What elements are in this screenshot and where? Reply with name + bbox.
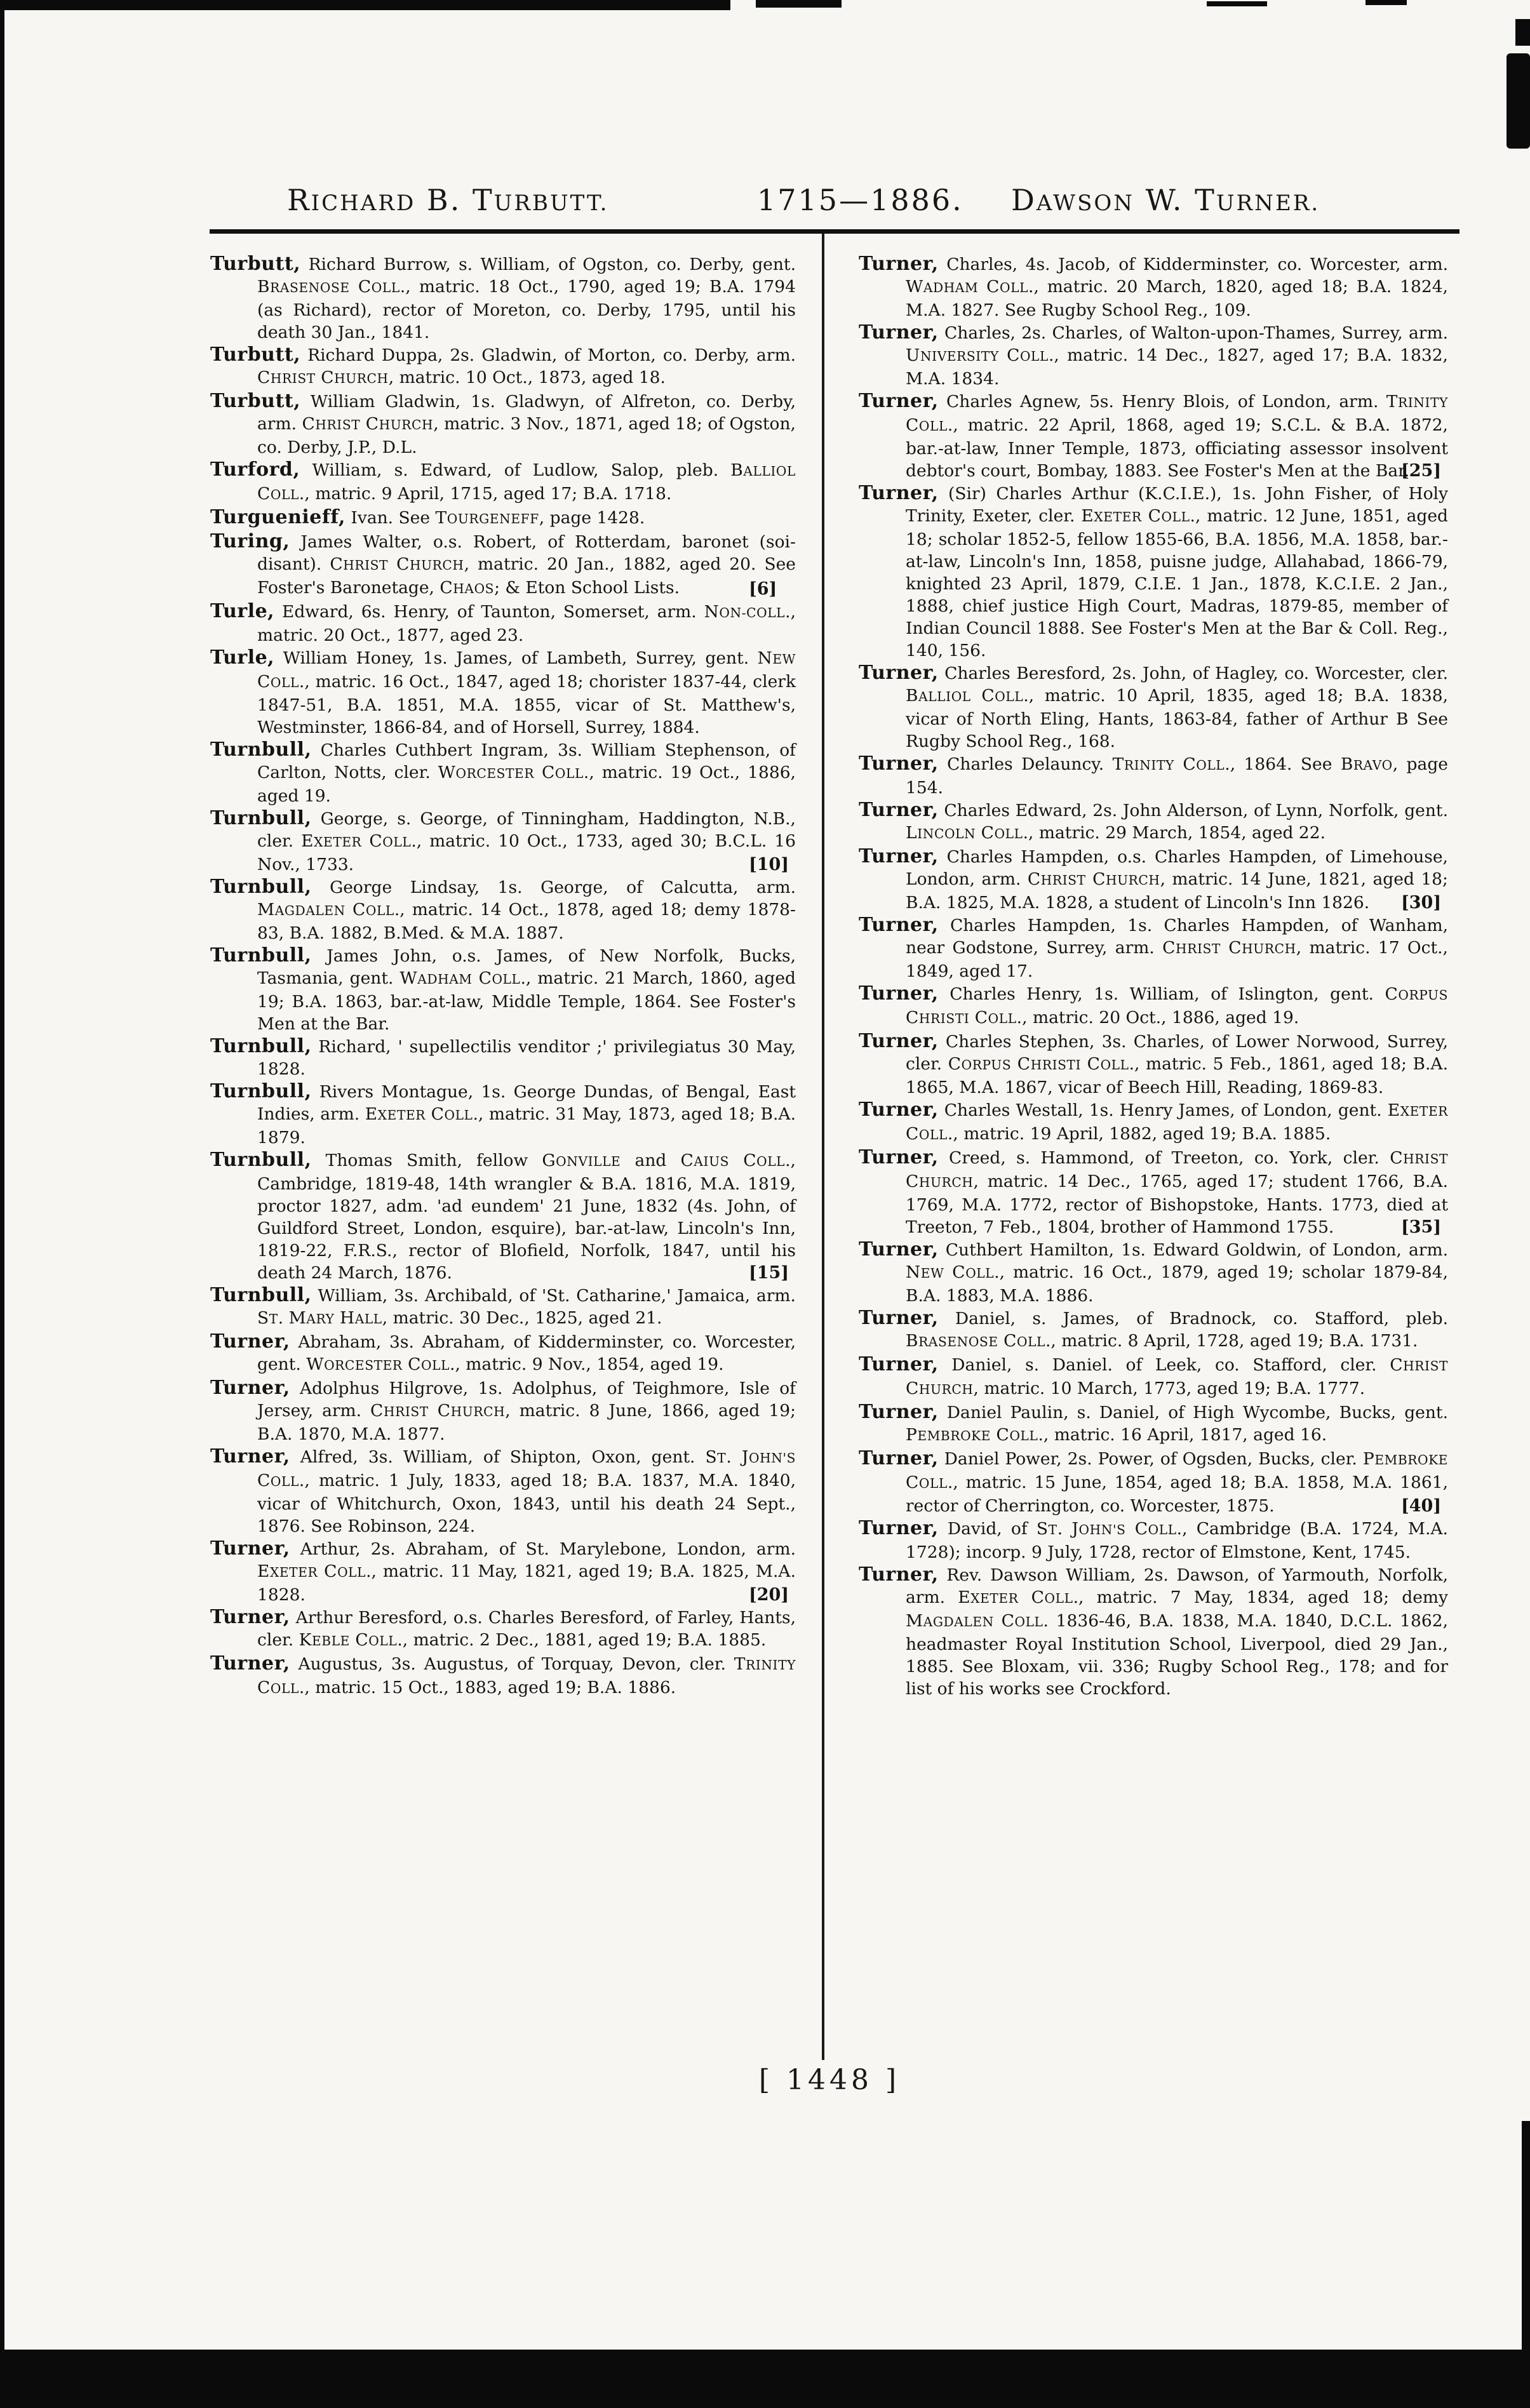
- entry-text: Charles Agnew, 5s. Henry Blois, of London, arm. TRINITY COLL., matric. 22 April, 1868, aged 19; S.C.L. & B.A. 1872, bar.-at-law, Inner Temple, 1873, officiating assessor insolvent debtor's court, Bombay, 1883. See Foster's Men at the Bar.: [906, 392, 1448, 481]
- entry-surname: Turnbull,: [210, 1080, 312, 1102]
- running-header-dates: 1715—1886.: [757, 183, 963, 217]
- entry-surname: Turner,: [859, 1517, 939, 1539]
- scan-artifact-bottom-bar: [0, 2350, 1530, 2408]
- entry-surname: Turner,: [859, 662, 939, 684]
- entry: [210, 600, 796, 646]
- entry-surname: Turner,: [210, 1330, 290, 1353]
- entry-text: Richard, ' supellectilis venditor ;' privilegiatus 30 May, 1828.: [257, 1037, 796, 1079]
- scan-artifact-top-bar: [756, 0, 842, 8]
- entry: Turing, James Walter, o.s. Robert, of Rotterdam, baronet (soi-disant). CHRIST CHURCH, matric. 20 Jan., 1882, aged 20. See Foster's Baronetage, CHAOS; & Eton School Lists. [6]: [210, 530, 796, 599]
- entry-text: Rev. Dawson William, 2s. Dawson, of Yarmouth, Norfolk, arm. EXETER COLL., matric. 7 May, 1834, aged 18; demy MAGDALEN COLL. 1836-46, B.A. 1838, M.A. 1840, D.C.L. 1862, headmaster Royal Institution School, Liverpool, died 29 Jan., 1885. See Bloxam, vii. 336; Rugby School Reg., 178; and for list of his works see Crockford.: [906, 1565, 1448, 1699]
- entry: [859, 1563, 1448, 1700]
- entry: [210, 876, 796, 944]
- entry-text: Adolphus Hilgrove, 1s. Adolphus, of Teighmore, Isle of Jersey, arm. CHRIST CHURCH, matric. 8 June, 1866, aged 19; B.A. 1870, M.A. 1877.: [257, 1379, 796, 1444]
- entry-text: Daniel, s. Daniel. of Leek, co. Stafford, cler. CHRIST CHURCH, matric. 10 March, 1773, aged 19; B.A. 1777.: [906, 1355, 1448, 1398]
- entry-text: (Sir) Charles Arthur (K.C.I.E.), 1s. John Fisher, of Holy Trinity, Exeter, cler. EXETER COLL., matric. 12 June, 1851, aged 18; scholar 1852-5, fellow 1855-66, B.A. 1856, M.A. 1858, bar.-at-law, Lincoln's Inn, 1858, puisne judge, Allahabad, 1866-79, knighted 23 April, 1879, C.I.E. 1 Jan., 1878, K.C.I.E. 2 Jan., 1888, chief justice High Court, Madras, 1879-85, member of Indian Council 1888. See Foster's Men at the Bar & Coll. Reg., 140, 156.: [906, 484, 1448, 660]
- column-divider: [822, 234, 824, 2060]
- entry: [859, 482, 1448, 662]
- running-header-left-name: RICHARD B. TURBUTT.: [287, 183, 609, 217]
- entry: [859, 982, 1448, 1030]
- entry-text: Charles Beresford, 2s. John, of Hagley, co. Worcester, cler. BALLIOL COLL., matric. 10 April, 1835, aged 18; B.A. 1838, vicar of North Eling, Hants, 1863-84, father of Arthur B See Rugby School Reg., 168.: [906, 664, 1448, 751]
- entry-surname: Turner,: [859, 799, 939, 821]
- entry-text: Charles Stephen, 3s. Charles, of Lower Norwood, Surrey, cler. CORPUS CHRISTI COLL., matric. 5 Feb., 1861, aged 18; B.A. 1865, M.A. 1867, vicar of Beech Hill, Reading, 1869-83.: [906, 1032, 1448, 1097]
- entry-text: Daniel Power, 2s. Power, of Ogsden, Bucks, cler. PEMBROKE COLL., matric. 15 June, 1854, aged 18; B.A. 1858, M.A. 1861, rector of Cherrington, co. Worcester, 1875.: [906, 1449, 1448, 1516]
- entry-surname: Turnbull,: [210, 944, 312, 967]
- entry: [859, 1353, 1448, 1401]
- entry: [210, 1080, 796, 1149]
- entry-surname: Turbutt,: [210, 390, 301, 412]
- entry-surname: Turner,: [859, 1030, 939, 1052]
- entry-text: Creed, s. Hammond, of Treeton, co. York, cler. CHRIST CHURCH, matric. 14 Dec., 1765, aged 17; student 1766, B.A. 1769, M.A. 1772, rector of Bishopstoke, Hants. 1773, died at Treeton, 7 Feb., 1804, brother of Hammond 1755.: [906, 1148, 1448, 1237]
- entry-surname: Turner,: [859, 321, 939, 344]
- entry: Turner, Arthur, 2s. Abraham, of St. Marylebone, London, arm. EXETER COLL., matric. 11 May, 1821, aged 19; B.A. 1825, M.A. 1828. [20]: [210, 1537, 796, 1605]
- entry-surname: Turner,: [859, 1563, 939, 1586]
- entry: [859, 1238, 1448, 1307]
- entry: [210, 739, 796, 807]
- entry: [210, 1330, 796, 1377]
- entry: [859, 253, 1448, 321]
- entry-surname: Turner,: [859, 982, 939, 1005]
- left-column: [210, 253, 796, 1700]
- entry: [859, 1099, 1448, 1146]
- entry: [859, 1401, 1448, 1447]
- entry: Turner, Charles Agnew, 5s. Henry Blois, of London, arm. TRINITY COLL., matric. 22 April, 1868, aged 19; S.C.L. & B.A. 1872, bar.-at-law, Inner Temple, 1873, officiating assessor insolvent debtor's court, Bombay, 1883. See Foster's Men at the Bar. [25]: [859, 390, 1448, 481]
- entry-text: Charles Henry, 1s. William, of Islington, gent. CORPUS CHRISTI COLL., matric. 20 Oct., 1886, aged 19.: [906, 984, 1448, 1027]
- entry-surname: Turnbull,: [210, 1035, 312, 1057]
- entry: Turner, Charles Hampden, o.s. Charles Hampden, of Limehouse, London, arm. CHRIST CHURCH, matric. 14 June, 1821, aged 18; B.A. 1825, M.A. 1828, a student of Lincoln's Inn 1826. [30]: [859, 845, 1448, 913]
- entry: [210, 1445, 796, 1537]
- entry: [859, 799, 1448, 845]
- entry-surname: Turner,: [859, 390, 939, 412]
- entry: [210, 1035, 796, 1080]
- entry-surname: Turnbull,: [210, 1284, 312, 1306]
- entry-text: Edward, 6s. Henry, of Taunton, Somerset, arm. NON-COLL., matric. 20 Oct., 1877, aged 23.: [257, 602, 796, 645]
- entry-text: Ivan. See TOURGENEFF, page 1428.: [345, 508, 645, 528]
- entry: [859, 321, 1448, 390]
- entry-text: William, s. Edward, of Ludlow, Salop, pleb. BALLIOL COLL., matric. 9 April, 1715, aged 17; B.A. 1718.: [257, 460, 796, 504]
- entry-text: Arthur, 2s. Abraham, of St. Marylebone, London, arm. EXETER COLL., matric. 11 May, 1821, aged 19; B.A. 1825, M.A. 1828.: [257, 1539, 796, 1605]
- scan-artifact-right-blob: [1507, 53, 1530, 149]
- entry-text: Richard Burrow, s. William, of Ogston, co. Derby, gent. BRASENOSE COLL., matric. 18 Oct., 1790, aged 19; B.A. 1794 (as Richard), rector of Moreton, co. Derby, 1795, until his death 30 Jan., 1841.: [257, 255, 796, 342]
- entry-surname: Turner,: [859, 253, 939, 275]
- entry-text: Daniel, s. James, of Bradnock, co. Stafford, pleb. BRASENOSE COLL., matric. 8 April, 1728, aged 19; B.A. 1731.: [906, 1309, 1448, 1351]
- entry-text: William Gladwin, 1s. Gladwyn, of Alfreton, co. Derby, arm. CHRIST CHURCH, matric. 3 Nov., 1871, aged 18; of Ogston, co. Derby, J.P., D.L.: [257, 392, 796, 457]
- entry-text: Abraham, 3s. Abraham, of Kidderminster, co. Worcester, gent. WORCESTER COLL., matric. 9 Nov., 1854, aged 19.: [257, 1332, 796, 1374]
- entry-surname: Turner,: [859, 752, 939, 775]
- entry-text: Charles Hampden, 1s. Charles Hampden, of Wanham, near Godstone, Surrey, arm. CHRIST CHURCH, matric. 17 Oct., 1849, aged 17.: [906, 916, 1448, 981]
- entry-surname: Turnbull,: [210, 876, 312, 898]
- entry-surname: Turford,: [210, 458, 300, 481]
- entry-surname: Turnbull,: [210, 739, 312, 761]
- entry-surname: Turner,: [859, 1146, 939, 1168]
- entry-surname: Turner,: [859, 1447, 939, 1469]
- entry-text: Charles, 4s. Jacob, of Kidderminster, co. Worcester, arm. WADHAM COLL., matric. 20 March, 1820, aged 18; B.A. 1824, M.A. 1827. See Rugby School Reg., 109.: [906, 255, 1448, 320]
- entry-surname: Turner,: [859, 1099, 939, 1121]
- entry: [859, 914, 1448, 982]
- entry: [210, 1606, 796, 1652]
- entry-text: Richard Duppa, 2s. Gladwin, of Morton, co. Derby, arm. CHRIST CHURCH, matric. 10 Oct., 1873, aged 18.: [257, 345, 796, 387]
- entry: [859, 1030, 1448, 1099]
- running-header-right-name: DAWSON W. TURNER.: [1011, 183, 1320, 217]
- entry-text: Charles Edward, 2s. John Alderson, of Lynn, Norfolk, gent. LINCOLN COLL., matric. 29 March, 1854, aged 22.: [906, 801, 1448, 843]
- entry-text: Augustus, 3s. Augustus, of Torquay, Devon, cler. TRINITY COLL., matric. 15 Oct., 1883, aged 19; B.A. 1886.: [257, 1654, 796, 1697]
- entry-surname: Turing,: [210, 530, 290, 552]
- entry-text: William Honey, 1s. James, of Lambeth, Surrey, gent. NEW COLL., matric. 16 Oct., 1847, aged 18; chorister 1837-44, clerk 1847-51, B.A. 1851, M.A. 1855, vicar of St. Matthew's, Westminster, 1866-84, and of Horsell, Surrey, 1884.: [257, 648, 796, 737]
- entry: [210, 944, 796, 1035]
- entry-text: Alfred, 3s. William, of Shipton, Oxon, gent. ST. JOHN'S COLL., matric. 1 July, 1833, aged 18; B.A. 1837, M.A. 1840, vicar of Whitchurch, Oxon, 1843, until his death 24 Sept., 1876. See Robinson, 224.: [257, 1447, 796, 1536]
- entry-text: Rivers Montague, 1s. George Dundas, of Bengal, East Indies, arm. EXETER COLL., matric. 31 May, 1873, aged 18; B.A. 1879.: [257, 1082, 796, 1147]
- entry: [210, 506, 796, 530]
- entry-text: David, of ST. JOHN'S COLL., Cambridge (B.A. 1724, M.A. 1728); incorp. 9 July, 1728, rector of Elmstone, Kent, 1745.: [906, 1519, 1448, 1562]
- entry-surname: Turle,: [210, 600, 275, 622]
- entry-surname: Turnbull,: [210, 807, 312, 829]
- entry-text: Charles Cuthbert Ingram, 3s. William Stephenson, of Carlton, Notts, cler. WORCESTER COLL., matric. 19 Oct., 1886, aged 19.: [257, 740, 796, 806]
- entry-text: Charles Hampden, o.s. Charles Hampden, of Limehouse, London, arm. CHRIST CHURCH, matric. 14 June, 1821, aged 18; B.A. 1825, M.A. 1828, a student of Lincoln's Inn 1826.: [906, 847, 1448, 913]
- entry-text: Cuthbert Hamilton, 1s. Edward Goldwin, of London, arm. NEW COLL., matric. 16 Oct., 1879, aged 19; scholar 1879-84, B.A. 1883, M.A. 1886.: [906, 1240, 1448, 1306]
- scan-artifact-right-mark: [1515, 19, 1530, 46]
- entry: [859, 1307, 1448, 1353]
- entry: [859, 1517, 1448, 1563]
- entry-text: George, s. George, of Tinningham, Haddington, N.B., cler. EXETER COLL., matric. 10 Oct., 1733, aged 30; B.C.L. 16 Nov., 1733.: [257, 809, 796, 874]
- header-rule: [210, 229, 1460, 234]
- entry-text: James John, o.s. James, of New Norfolk, Bucks, Tasmania, gent. WADHAM COLL., matric. 21 March, 1860, aged 19; B.A. 1863, bar.-at-law, Middle Temple, 1864. See Foster's Men at the Bar.: [257, 946, 796, 1034]
- entry-surname: Turner,: [210, 1445, 290, 1468]
- entry-text: James Walter, o.s. Robert, of Rotterdam, baronet (soi-disant). CHRIST CHURCH, matric. 20 Jan., 1882, aged 20. See Foster's Baronetage, CHAOS; & Eton School Lists.: [257, 532, 796, 598]
- entry-surname: Turner,: [859, 1353, 939, 1375]
- entry: [210, 1284, 796, 1330]
- entry-surname: Turnbull,: [210, 1149, 312, 1171]
- entry: Turnbull, George, s. George, of Tinningham, Haddington, N.B., cler. EXETER COLL., matric. 10 Oct., 1733, aged 30; B.C.L. 16 Nov., 1733. [10]: [210, 807, 796, 874]
- entry-surname: Turner,: [859, 914, 939, 936]
- entry-surname: Turner,: [210, 1652, 290, 1675]
- entry-surname: Turner,: [210, 1537, 290, 1560]
- scan-artifact-top-bar: [1366, 0, 1407, 5]
- entry-surname: Turner,: [859, 1307, 939, 1329]
- entry: [210, 344, 796, 390]
- scan-artifact-top-bar: [1207, 1, 1267, 6]
- entry-surname: Turner,: [210, 1377, 290, 1399]
- scan-artifact-right-edge: [1522, 2121, 1530, 2408]
- entry-text: Arthur Beresford, o.s. Charles Beresford, of Farley, Hants, cler. KEBLE COLL., matric. 2 Dec., 1881, aged 19; B.A. 1885.: [257, 1608, 796, 1650]
- entry-text: Daniel Paulin, s. Daniel, of High Wycombe, Bucks, gent. PEMBROKE COLL., matric. 16 April, 1817, aged 16.: [906, 1403, 1448, 1445]
- page-number: [ 1448 ]: [758, 2064, 901, 2096]
- entry: Turnbull, Thomas Smith, fellow GONVILLE and CAIUS COLL., Cambridge, 1819-48, 14th wrangler & B.A. 1816, M.A. 1819, proctor 1827, adm. 'ad eundem' 21 June, 1832 (4s. John, of Guildford Street, London, esquire), bar.-at-law, Lincoln's Inn, 1819-22, F.R.S., rector of Blofield, Norfolk, 1847, until his death 24 March, 1876. [15]: [210, 1149, 796, 1283]
- entry-surname: Turner,: [859, 482, 939, 504]
- entry-text: William, 3s. Archibald, of 'St. Catharine,' Jamaica, arm. ST. MARY HALL, matric. 30 Dec., 1825, aged 21.: [257, 1286, 796, 1328]
- entry-surname: Turguenieff,: [210, 506, 346, 528]
- entry-surname: Turner,: [210, 1606, 290, 1628]
- entry-surname: Turle,: [210, 646, 275, 669]
- entry: [210, 253, 796, 344]
- entry: [210, 1377, 796, 1445]
- entry: [859, 662, 1448, 752]
- entry-text: Charles Westall, 1s. Henry James, of London, gent. EXETER COLL., matric. 19 April, 1882, aged 19; B.A. 1885.: [906, 1100, 1448, 1144]
- entry-surname: Turner,: [859, 845, 939, 867]
- entry-surname: Turner,: [859, 1401, 939, 1423]
- entry: [210, 458, 796, 506]
- entry: [210, 390, 796, 458]
- entry-text: Charles Delauncy. TRINITY COLL., 1864. See BRAVO, page 154.: [906, 754, 1448, 798]
- right-column: [859, 253, 1448, 1700]
- entry: Turner, Daniel Power, 2s. Power, of Ogsden, Bucks, cler. PEMBROKE COLL., matric. 15 June, 1854, aged 18; B.A. 1858, M.A. 1861, rector of Cherrington, co. Worcester, 1875. [40]: [859, 1447, 1448, 1516]
- scan-artifact-left-edge: [0, 0, 4, 2408]
- entry: Turner, Creed, s. Hammond, of Treeton, co. York, cler. CHRIST CHURCH, matric. 14 Dec., 1765, aged 17; student 1766, B.A. 1769, M.A. 1772, rector of Bishopstoke, Hants. 1773, died at Treeton, 7 Feb., 1804, brother of Hammond 1755. [35]: [859, 1146, 1448, 1237]
- entry-text: Charles, 2s. Charles, of Walton-upon-Thames, Surrey, arm. UNIVERSITY COLL., matric. 14 Dec., 1827, aged 17; B.A. 1832, M.A. 1834.: [906, 323, 1448, 389]
- entry-surname: Turbutt,: [210, 344, 301, 366]
- entry: [859, 752, 1448, 799]
- entry-surname: Turbutt,: [210, 253, 301, 275]
- entry-surname: Turner,: [859, 1238, 939, 1261]
- entry-text: George Lindsay, 1s. George, of Calcutta, arm. MAGDALEN COLL., matric. 14 Oct., 1878, aged 18; demy 1878-83, B.A. 1882, B.Med. & M.A. 1887.: [257, 878, 796, 943]
- entry: [210, 646, 796, 739]
- entry-text: Thomas Smith, fellow GONVILLE and CAIUS COLL., Cambridge, 1819-48, 14th wrangler & B.A. 1816, M.A. 1819, proctor 1827, adm. 'ad eundem' 21 June, 1832 (4s. John, of Guildford Street, London, esquire), bar.-at-law, Lincoln's Inn, 1819-22, F.R.S., rector of Blofield, Norfolk, 1847, until his death 24 March, 1876.: [257, 1151, 796, 1283]
- entry: [210, 1652, 796, 1700]
- scan-artifact-top-bar: [0, 0, 730, 10]
